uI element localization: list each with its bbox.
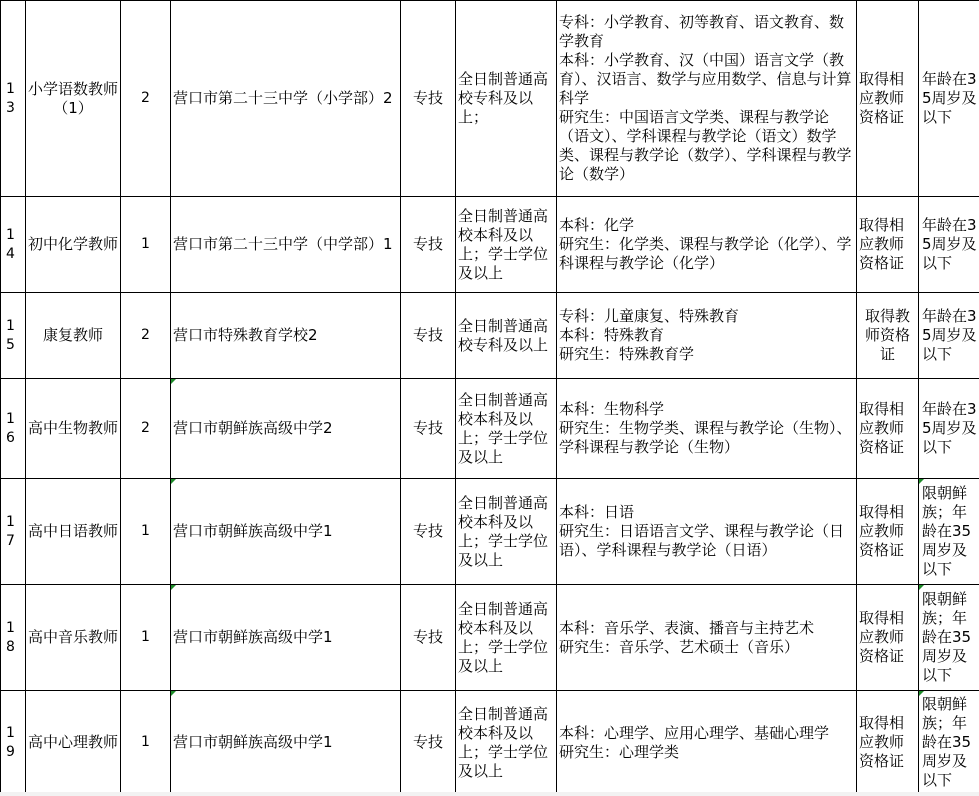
certificate-requirement: 取得相应教师资格证 bbox=[857, 1, 919, 197]
post-type: 专技 bbox=[401, 585, 456, 691]
education-requirement: 全日制普通高校专科及以上； bbox=[456, 1, 557, 197]
employer-unit: 营口市特殊教育学校2 bbox=[171, 293, 401, 379]
post-type: 专技 bbox=[401, 197, 456, 293]
major-line: 专科：儿童康复、特殊教育 bbox=[559, 307, 740, 325]
other-requirement bbox=[919, 479, 979, 585]
position-name: 高中音乐教师 bbox=[26, 585, 121, 691]
hire-count: 2 bbox=[121, 293, 171, 379]
hire-count: 1 bbox=[121, 585, 171, 691]
row-number: 19 bbox=[1, 691, 26, 795]
major-requirement bbox=[557, 197, 857, 293]
table-row bbox=[1, 197, 979, 293]
row-number: 14 bbox=[1, 197, 26, 293]
major-line: 本科：化学 bbox=[559, 216, 635, 234]
post-type: 专技 bbox=[401, 379, 456, 479]
employer-unit bbox=[171, 479, 401, 585]
comment-marker bbox=[919, 585, 924, 590]
employer-unit bbox=[171, 379, 401, 479]
employer-unit-text: 营口市朝鲜族高级中学1 bbox=[173, 628, 333, 646]
education-requirement: 全日制普通高校本科及以上；学士学位及以上 bbox=[456, 691, 557, 795]
position-name: 康复教师 bbox=[26, 293, 121, 379]
table-row bbox=[1, 691, 979, 795]
row-number: 13 bbox=[1, 1, 26, 197]
table-row bbox=[1, 479, 979, 585]
certificate-requirement: 取得相应教师资格证 bbox=[857, 479, 919, 585]
other-requirement bbox=[919, 691, 979, 795]
education-requirement: 全日制普通高校专科及以上 bbox=[456, 293, 557, 379]
employer-unit bbox=[171, 691, 401, 795]
row-number: 15 bbox=[1, 293, 26, 379]
major-line: 本科：日语 bbox=[559, 503, 635, 521]
major-line: 本科：心理学、应用心理学、基础心理学 bbox=[559, 723, 830, 742]
employer-unit: 营口市第二十三中学（中学部）1 bbox=[171, 197, 401, 293]
education-requirement: 全日制普通高校本科及以上；学士学位及以上 bbox=[456, 379, 557, 479]
major-line: 研究生：生物学类、课程与教学论（生物）、学科课程与教学论（生物） bbox=[559, 419, 852, 456]
other-requirement bbox=[919, 585, 979, 691]
post-type: 专技 bbox=[401, 479, 456, 585]
hire-count: 1 bbox=[121, 197, 171, 293]
major-line: 专科：小学教育、初等教育、语文教育、数学教育 bbox=[559, 13, 845, 50]
comment-marker bbox=[919, 479, 924, 484]
major-line: 研究生：化学类、课程与教学论（化学）、学科课程与教学论（化学） bbox=[559, 235, 852, 272]
major-line: 本科：生物科学 bbox=[559, 400, 665, 418]
major-requirement bbox=[557, 1, 857, 197]
row-number: 17 bbox=[1, 479, 26, 585]
other-requirement: 年龄在35周岁及以下 bbox=[919, 379, 979, 479]
other-requirement-text: 限朝鲜族；年龄在35周岁及以下 bbox=[922, 590, 972, 684]
employer-unit: 营口市第二十三中学（小学部）2 bbox=[171, 1, 401, 197]
certificate-requirement: 取得教师资格证 bbox=[857, 293, 919, 379]
table-row bbox=[1, 1, 979, 197]
major-line: 本科：特殊教育 bbox=[559, 326, 665, 344]
major-line: 研究生：心理学类 bbox=[559, 742, 680, 761]
position-name: 初中化学教师 bbox=[26, 197, 121, 293]
other-requirement: 年龄在35周岁及以下 bbox=[919, 1, 979, 197]
major-line: 研究生：特殊教育学 bbox=[559, 345, 695, 363]
position-name: 高中日语教师 bbox=[26, 479, 121, 585]
major-line: 本科：小学教育、汉（中国）语言文学（教育）、汉语言、数学与应用数学、信息与计算科学 bbox=[559, 51, 852, 107]
position-name: 高中心理教师 bbox=[26, 691, 121, 795]
post-type: 专技 bbox=[401, 691, 456, 795]
major-requirement bbox=[557, 293, 857, 379]
major-requirement bbox=[557, 479, 857, 585]
certificate-requirement: 取得相应教师资格证 bbox=[857, 197, 919, 293]
other-requirement: 年龄在35周岁及以下 bbox=[919, 293, 979, 379]
certificate-requirement: 取得相应教师资格证 bbox=[857, 585, 919, 691]
other-requirement: 年龄在35周岁及以下 bbox=[919, 197, 979, 293]
hire-count: 1 bbox=[121, 691, 171, 795]
major-line: 研究生：日语语言文学、课程与教学论（日语）、学科课程与教学论（日语） bbox=[559, 522, 845, 559]
employer-unit-text: 营口市朝鲜族高级中学1 bbox=[173, 522, 333, 540]
row-number: 16 bbox=[1, 379, 26, 479]
education-requirement: 全日制普通高校本科及以上；学士学位及以上 bbox=[456, 197, 557, 293]
employer-unit-text: 营口市朝鲜族高级中学2 bbox=[173, 419, 333, 437]
post-type: 专技 bbox=[401, 293, 456, 379]
major-requirement bbox=[557, 585, 857, 691]
row-number: 18 bbox=[1, 585, 26, 691]
employer-unit-text: 营口市朝鲜族高级中学1 bbox=[173, 733, 333, 751]
comment-marker bbox=[171, 585, 176, 590]
education-requirement: 全日制普通高校本科及以上；学士学位及以上 bbox=[456, 585, 557, 691]
hire-count: 2 bbox=[121, 379, 171, 479]
position-name: 小学语数教师（1） bbox=[26, 1, 121, 197]
sheet-bottom-edge bbox=[0, 792, 979, 796]
certificate-requirement: 取得相应教师资格证 bbox=[857, 691, 919, 795]
certificate-requirement: 取得相应教师资格证 bbox=[857, 379, 919, 479]
major-line: 研究生：音乐学、艺术硕士（音乐） bbox=[559, 637, 800, 656]
table-row bbox=[1, 585, 979, 691]
hire-count: 1 bbox=[121, 479, 171, 585]
other-requirement-text: 限朝鲜族；年龄在35周岁及以下 bbox=[922, 484, 972, 578]
employer-unit bbox=[171, 585, 401, 691]
comment-marker bbox=[171, 479, 176, 484]
table-row bbox=[1, 293, 979, 379]
comment-marker bbox=[171, 379, 176, 384]
hire-count: 2 bbox=[121, 1, 171, 197]
major-requirement bbox=[557, 691, 857, 795]
post-type: 专技 bbox=[401, 1, 456, 197]
table-row bbox=[1, 379, 979, 479]
major-line: 研究生：中国语言文学类、课程与教学论（语文）、学科课程与教学论（语文）数学类、课程与教学论（数学）、学科课程与教学论（数学） bbox=[559, 108, 852, 183]
comment-marker bbox=[171, 691, 176, 696]
other-requirement-text: 限朝鲜族；年龄在35周岁及以下 bbox=[922, 695, 972, 789]
major-line: 本科：音乐学、表演、播音与主持艺术 bbox=[559, 618, 815, 637]
major-requirement bbox=[557, 379, 857, 479]
education-requirement: 全日制普通高校本科及以上；学士学位及以上 bbox=[456, 479, 557, 585]
position-name: 高中生物教师 bbox=[26, 379, 121, 479]
comment-marker bbox=[919, 691, 924, 696]
